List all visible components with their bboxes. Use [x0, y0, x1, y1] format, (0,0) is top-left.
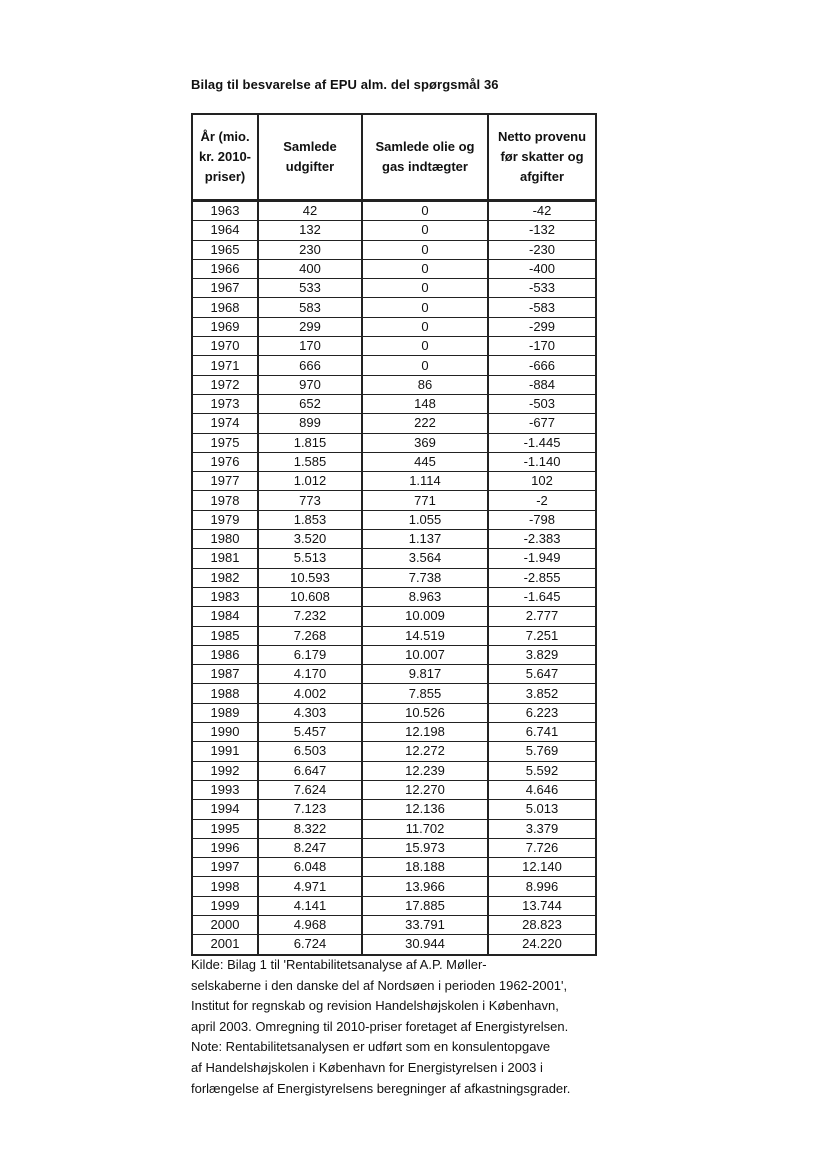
cell-year: 1991 — [192, 742, 258, 761]
table-row — [192, 587, 596, 606]
cell-year: 1985 — [192, 626, 258, 645]
cell-oil-gas-revenue: 0 — [362, 240, 488, 259]
table-row — [192, 472, 596, 491]
cell-net-proceeds: 3.829 — [488, 645, 596, 664]
table-row — [192, 665, 596, 684]
table-row — [192, 568, 596, 587]
cell-oil-gas-revenue: 1.114 — [362, 472, 488, 491]
table-row — [192, 742, 596, 761]
cell-oil-gas-revenue: 771 — [362, 491, 488, 510]
cell-oil-gas-revenue: 10.009 — [362, 607, 488, 626]
cell-net-proceeds: -1.949 — [488, 549, 596, 568]
cell-year: 2001 — [192, 935, 258, 955]
cell-year: 1979 — [192, 510, 258, 529]
cell-oil-gas-revenue: 0 — [362, 201, 488, 221]
document-title: Bilag til besvarelse af EPU alm. del spørgsmål 36 — [191, 77, 499, 92]
cell-year: 1986 — [192, 645, 258, 664]
cell-total-expenses: 1.585 — [258, 452, 362, 471]
table-row — [192, 452, 596, 471]
cell-year: 1964 — [192, 221, 258, 240]
cell-net-proceeds: 7.251 — [488, 626, 596, 645]
cell-total-expenses: 6.179 — [258, 645, 362, 664]
cell-net-proceeds: -677 — [488, 414, 596, 433]
cell-net-proceeds: -1.645 — [488, 587, 596, 606]
cell-total-expenses: 8.247 — [258, 838, 362, 857]
cell-year: 1997 — [192, 858, 258, 877]
cell-oil-gas-revenue: 13.966 — [362, 877, 488, 896]
source-note-line: april 2003. Omregning til 2010-priser foretaget af Energistyrelsen. — [191, 1018, 569, 1034]
cell-oil-gas-revenue: 12.136 — [362, 800, 488, 819]
cell-net-proceeds: 28.823 — [488, 915, 596, 934]
cell-total-expenses: 1.815 — [258, 433, 362, 452]
source-note-line: Institut for regnskab og revision Handelshøjskolen i København, — [191, 998, 559, 1014]
table-row — [192, 240, 596, 259]
cell-oil-gas-revenue: 12.239 — [362, 761, 488, 780]
cell-net-proceeds: -583 — [488, 298, 596, 317]
cell-total-expenses: 5.457 — [258, 723, 362, 742]
cell-year: 1987 — [192, 665, 258, 684]
source-note-line: Note: Rentabilitetsanalysen er udført som en konsulentopgave — [191, 1039, 551, 1055]
table-row — [192, 337, 596, 356]
cell-net-proceeds: 102 — [488, 472, 596, 491]
header-total-expenses: Samlede udgifter — [258, 114, 362, 201]
table-row — [192, 394, 596, 413]
cell-oil-gas-revenue: 9.817 — [362, 665, 488, 684]
table-row — [192, 279, 596, 298]
table-row — [192, 626, 596, 645]
cell-total-expenses: 1.012 — [258, 472, 362, 491]
table-row — [192, 645, 596, 664]
cell-year: 1988 — [192, 684, 258, 703]
cell-year: 1998 — [192, 877, 258, 896]
cell-total-expenses: 230 — [258, 240, 362, 259]
table-row — [192, 201, 596, 221]
cell-total-expenses: 132 — [258, 221, 362, 240]
cell-year: 1963 — [192, 201, 258, 221]
cell-total-expenses: 4.170 — [258, 665, 362, 684]
cell-net-proceeds: 13.744 — [488, 896, 596, 915]
cell-net-proceeds: -42 — [488, 201, 596, 221]
table-row — [192, 375, 596, 394]
cell-year: 1989 — [192, 703, 258, 722]
table-row — [192, 877, 596, 896]
cell-year: 1970 — [192, 337, 258, 356]
cell-year: 1971 — [192, 356, 258, 375]
cell-oil-gas-revenue: 0 — [362, 298, 488, 317]
cell-total-expenses: 42 — [258, 201, 362, 221]
cell-year: 1992 — [192, 761, 258, 780]
cell-total-expenses: 10.593 — [258, 568, 362, 587]
cell-net-proceeds: -2.383 — [488, 530, 596, 549]
cell-net-proceeds: -400 — [488, 259, 596, 278]
table-row — [192, 433, 596, 452]
cell-total-expenses: 5.513 — [258, 549, 362, 568]
cell-total-expenses: 970 — [258, 375, 362, 394]
cell-year: 1967 — [192, 279, 258, 298]
cell-year: 1993 — [192, 780, 258, 799]
header-year: År (mio. kr. 2010-priser) — [192, 114, 258, 201]
cell-total-expenses: 7.268 — [258, 626, 362, 645]
cell-year: 1995 — [192, 819, 258, 838]
table-row — [192, 607, 596, 626]
source-note-line: Kilde: Bilag 1 til 'Rentabilitetsanalyse af A.P. Møller- — [191, 957, 487, 972]
cell-total-expenses: 6.724 — [258, 935, 362, 955]
cell-total-expenses: 4.968 — [258, 915, 362, 934]
cell-year: 1983 — [192, 587, 258, 606]
cell-oil-gas-revenue: 15.973 — [362, 838, 488, 857]
cell-oil-gas-revenue: 86 — [362, 375, 488, 394]
cell-total-expenses: 7.232 — [258, 607, 362, 626]
cell-total-expenses: 3.520 — [258, 530, 362, 549]
table-row — [192, 819, 596, 838]
cell-net-proceeds: -533 — [488, 279, 596, 298]
cell-oil-gas-revenue: 1.137 — [362, 530, 488, 549]
cell-oil-gas-revenue: 10.526 — [362, 703, 488, 722]
table-row — [192, 761, 596, 780]
cell-total-expenses: 666 — [258, 356, 362, 375]
cell-oil-gas-revenue: 12.272 — [362, 742, 488, 761]
table-row — [192, 684, 596, 703]
cell-oil-gas-revenue: 8.963 — [362, 587, 488, 606]
cell-year: 1977 — [192, 472, 258, 491]
cell-net-proceeds: 24.220 — [488, 935, 596, 955]
cell-total-expenses: 1.853 — [258, 510, 362, 529]
table-row — [192, 800, 596, 819]
cell-net-proceeds: 8.996 — [488, 877, 596, 896]
cell-net-proceeds: -2.855 — [488, 568, 596, 587]
cell-oil-gas-revenue: 17.885 — [362, 896, 488, 915]
table-row — [192, 703, 596, 722]
cell-total-expenses: 299 — [258, 317, 362, 336]
table-row — [192, 723, 596, 742]
cell-year: 1981 — [192, 549, 258, 568]
cell-oil-gas-revenue: 14.519 — [362, 626, 488, 645]
cell-net-proceeds: -666 — [488, 356, 596, 375]
table-row — [192, 780, 596, 799]
cell-total-expenses: 4.971 — [258, 877, 362, 896]
cell-total-expenses: 583 — [258, 298, 362, 317]
cell-year: 1984 — [192, 607, 258, 626]
cell-oil-gas-revenue: 148 — [362, 394, 488, 413]
cell-year: 1982 — [192, 568, 258, 587]
cell-oil-gas-revenue: 7.738 — [362, 568, 488, 587]
cell-oil-gas-revenue: 3.564 — [362, 549, 488, 568]
cell-oil-gas-revenue: 0 — [362, 221, 488, 240]
cell-total-expenses: 4.303 — [258, 703, 362, 722]
cell-net-proceeds: 12.140 — [488, 858, 596, 877]
cell-net-proceeds: 6.223 — [488, 703, 596, 722]
cell-net-proceeds: 5.592 — [488, 761, 596, 780]
cell-net-proceeds: 7.726 — [488, 838, 596, 857]
cell-net-proceeds: -170 — [488, 337, 596, 356]
cell-net-proceeds: -884 — [488, 375, 596, 394]
cell-year: 2000 — [192, 915, 258, 934]
cell-total-expenses: 899 — [258, 414, 362, 433]
cell-year: 1976 — [192, 452, 258, 471]
cell-total-expenses: 773 — [258, 491, 362, 510]
cell-total-expenses: 6.048 — [258, 858, 362, 877]
cell-year: 1990 — [192, 723, 258, 742]
cell-year: 1994 — [192, 800, 258, 819]
cell-oil-gas-revenue: 0 — [362, 279, 488, 298]
cell-year: 1966 — [192, 259, 258, 278]
table-row — [192, 356, 596, 375]
cell-oil-gas-revenue: 369 — [362, 433, 488, 452]
cell-year: 1969 — [192, 317, 258, 336]
table-row — [192, 858, 596, 877]
cell-net-proceeds: 6.741 — [488, 723, 596, 742]
table-row — [192, 414, 596, 433]
table-row — [192, 221, 596, 240]
cell-total-expenses: 6.503 — [258, 742, 362, 761]
cell-total-expenses: 8.322 — [258, 819, 362, 838]
cell-total-expenses: 7.123 — [258, 800, 362, 819]
cell-oil-gas-revenue: 10.007 — [362, 645, 488, 664]
cell-total-expenses: 6.647 — [258, 761, 362, 780]
table-body — [192, 201, 596, 955]
table-header-row — [192, 114, 596, 201]
cell-net-proceeds: -1.140 — [488, 452, 596, 471]
source-note-line: selskaberne i den danske del af Nordsøen i perioden 1962-2001', — [191, 977, 568, 993]
cell-oil-gas-revenue: 445 — [362, 452, 488, 471]
table-row — [192, 935, 596, 955]
cell-oil-gas-revenue: 0 — [362, 337, 488, 356]
cell-net-proceeds: -798 — [488, 510, 596, 529]
cell-oil-gas-revenue: 0 — [362, 317, 488, 336]
cell-year: 1980 — [192, 530, 258, 549]
table-row — [192, 838, 596, 857]
table-row — [192, 549, 596, 568]
cell-year: 1965 — [192, 240, 258, 259]
source-note-line: forlængelse af Energistyrelsens beregninger af afkastningsgrader. — [191, 1080, 571, 1096]
cell-net-proceeds: 5.647 — [488, 665, 596, 684]
cell-net-proceeds: -299 — [488, 317, 596, 336]
cell-oil-gas-revenue: 11.702 — [362, 819, 488, 838]
source-note — [191, 955, 601, 1099]
source-note-line: af Handelshøjskolen i København for Energistyrelsen i 2003 i — [191, 1059, 543, 1075]
cell-oil-gas-revenue: 18.188 — [362, 858, 488, 877]
cell-net-proceeds: -503 — [488, 394, 596, 413]
cell-total-expenses: 400 — [258, 259, 362, 278]
cell-net-proceeds: 3.379 — [488, 819, 596, 838]
cell-net-proceeds: 3.852 — [488, 684, 596, 703]
cell-year: 1974 — [192, 414, 258, 433]
table-row — [192, 298, 596, 317]
cell-oil-gas-revenue: 1.055 — [362, 510, 488, 529]
cell-total-expenses: 4.002 — [258, 684, 362, 703]
table-row — [192, 896, 596, 915]
cell-oil-gas-revenue: 30.944 — [362, 935, 488, 955]
cell-net-proceeds: -132 — [488, 221, 596, 240]
table-row — [192, 915, 596, 934]
cell-total-expenses: 652 — [258, 394, 362, 413]
cell-oil-gas-revenue: 33.791 — [362, 915, 488, 934]
cell-oil-gas-revenue: 0 — [362, 259, 488, 278]
cell-net-proceeds: 2.777 — [488, 607, 596, 626]
header-net-proceeds: Netto provenu før skatter og afgifter — [488, 114, 596, 201]
cell-year: 1999 — [192, 896, 258, 915]
cell-total-expenses: 10.608 — [258, 587, 362, 606]
table-row — [192, 317, 596, 336]
cell-net-proceeds: 5.769 — [488, 742, 596, 761]
cell-year: 1968 — [192, 298, 258, 317]
cell-oil-gas-revenue: 7.855 — [362, 684, 488, 703]
cell-oil-gas-revenue: 222 — [362, 414, 488, 433]
cell-year: 1978 — [192, 491, 258, 510]
table-row — [192, 510, 596, 529]
table-row — [192, 259, 596, 278]
cell-oil-gas-revenue: 0 — [362, 356, 488, 375]
cell-net-proceeds: 4.646 — [488, 780, 596, 799]
cell-year: 1996 — [192, 838, 258, 857]
cell-year: 1975 — [192, 433, 258, 452]
data-table — [191, 113, 597, 956]
table-row — [192, 491, 596, 510]
cell-net-proceeds: -1.445 — [488, 433, 596, 452]
cell-net-proceeds: -2 — [488, 491, 596, 510]
cell-oil-gas-revenue: 12.198 — [362, 723, 488, 742]
cell-total-expenses: 7.624 — [258, 780, 362, 799]
header-oil-gas-revenue: Samlede olie og gas indtægter — [362, 114, 488, 201]
cell-total-expenses: 4.141 — [258, 896, 362, 915]
cell-year: 1973 — [192, 394, 258, 413]
cell-oil-gas-revenue: 12.270 — [362, 780, 488, 799]
cell-year: 1972 — [192, 375, 258, 394]
cell-net-proceeds: 5.013 — [488, 800, 596, 819]
cell-net-proceeds: -230 — [488, 240, 596, 259]
table-row — [192, 530, 596, 549]
cell-total-expenses: 170 — [258, 337, 362, 356]
cell-total-expenses: 533 — [258, 279, 362, 298]
